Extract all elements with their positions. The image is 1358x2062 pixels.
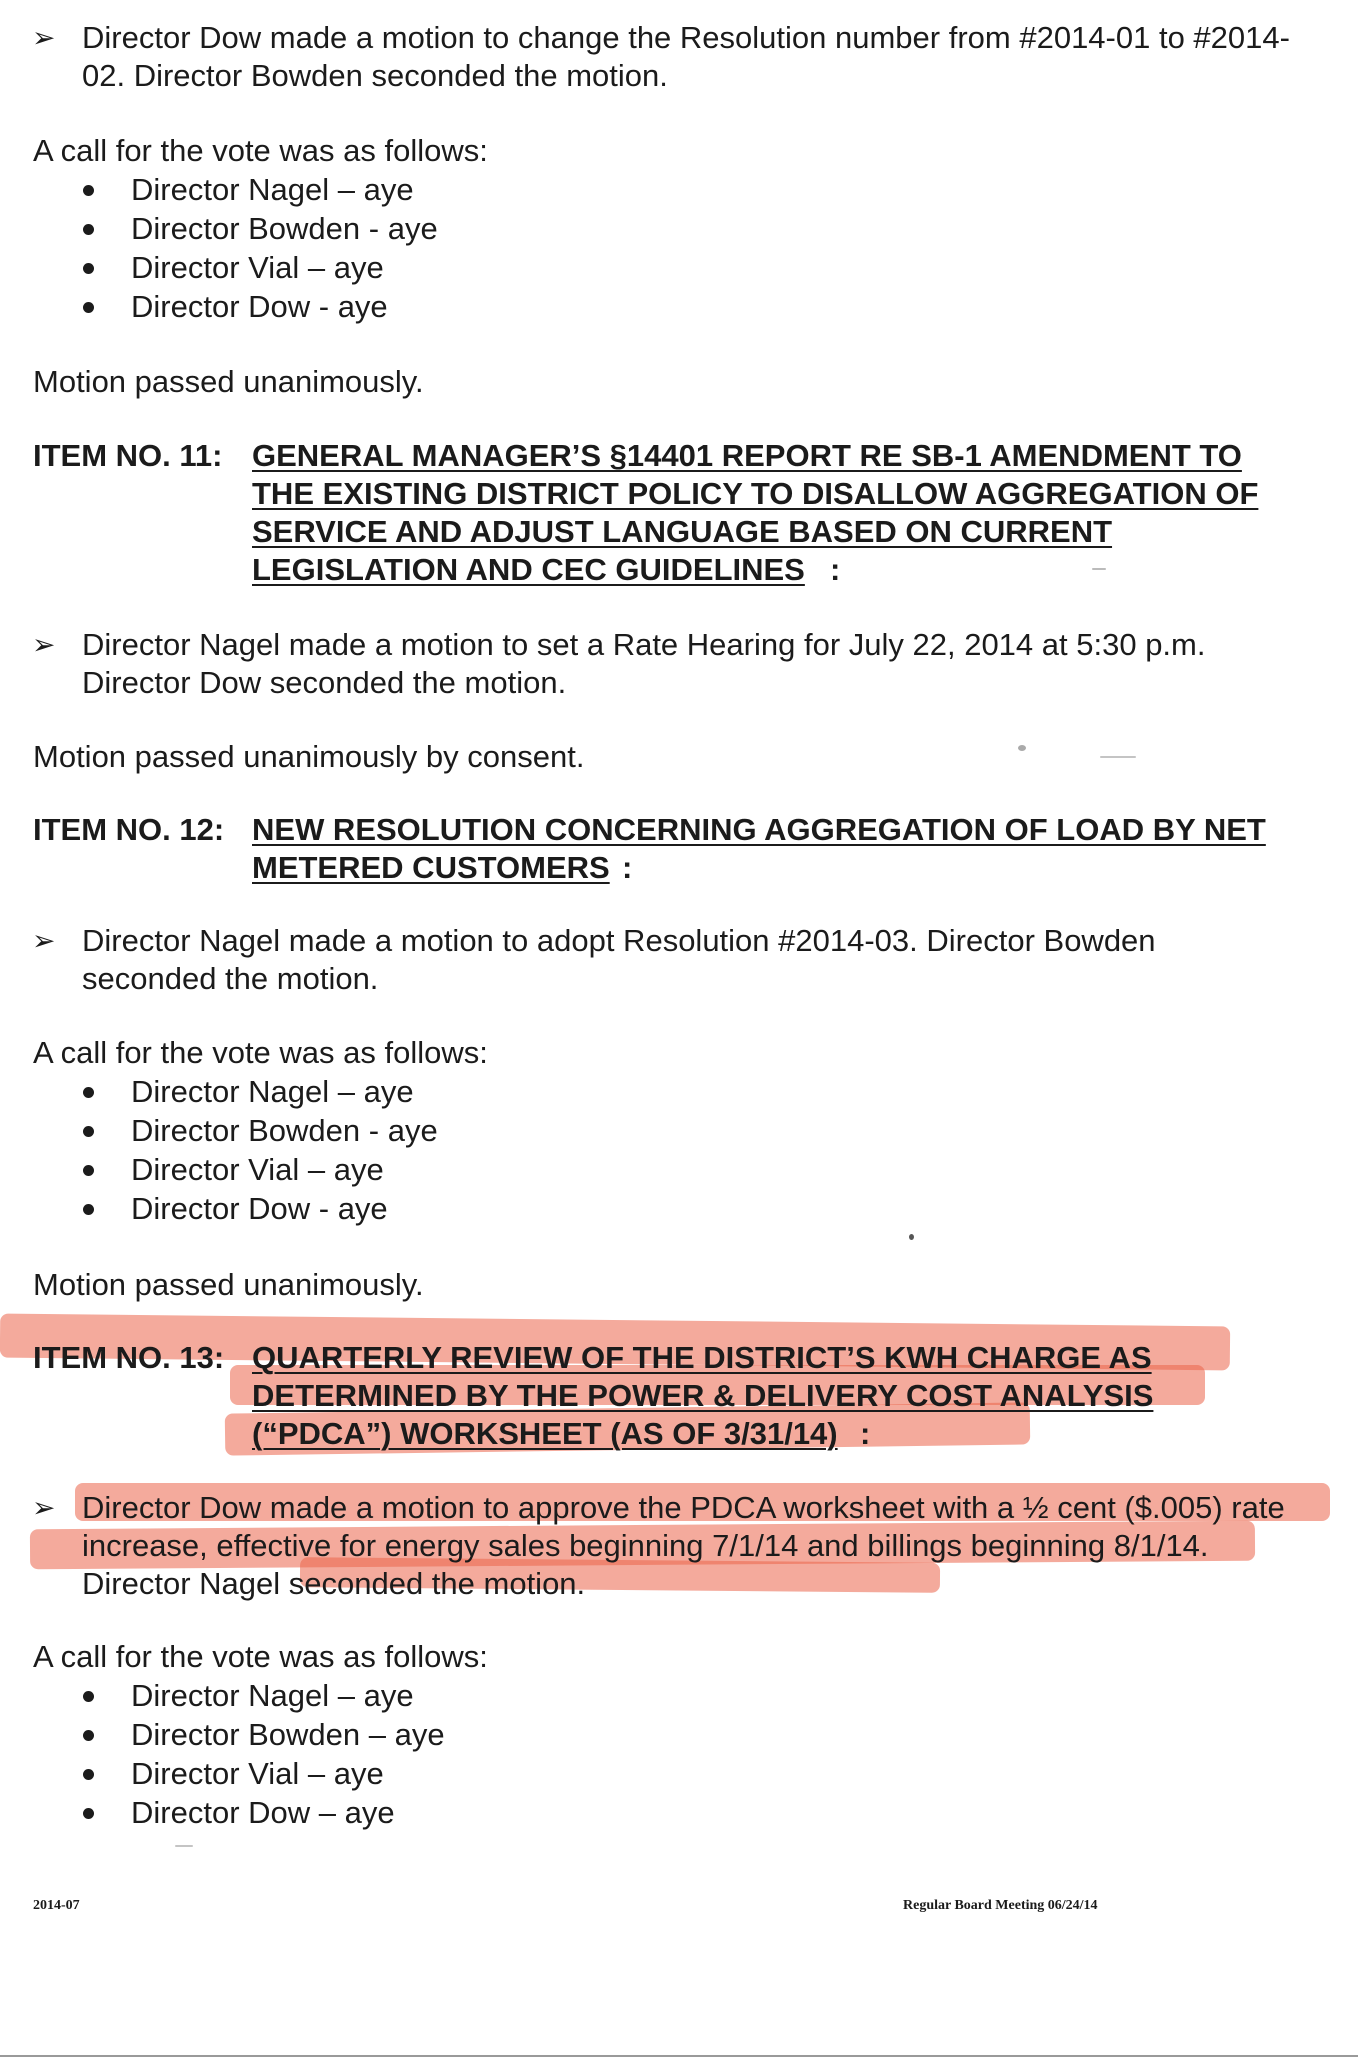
item-title: GENERAL MANAGER’S §14401 REPORT RE SB-1 AMENDMENT TO: [252, 438, 1242, 473]
bullet-dot-icon: [83, 302, 94, 313]
scan-speck: [1100, 756, 1136, 758]
vote-item: Director Nagel – aye: [131, 1678, 414, 1713]
vote-intro: A call for the vote was as follows:: [33, 1639, 488, 1674]
motion-text: Director Dow made a motion to approve the PDCA worksheet with a ½ cent ($.005) rate: [82, 1490, 1285, 1525]
scan-speck: [1092, 568, 1106, 570]
vote-intro: A call for the vote was as follows:: [33, 1035, 488, 1070]
scan-speck: [175, 1845, 193, 1847]
item-title: QUARTERLY REVIEW OF THE DISTRICT’S KWH CHARGE AS: [252, 1340, 1152, 1375]
footer-doc-number: 2014-07: [33, 1898, 80, 1913]
arrow-bullet-icon: ➢: [32, 629, 56, 660]
motion-text: 02. Director Bowden seconded the motion.: [82, 58, 668, 93]
bullet-dot-icon: [83, 1204, 94, 1215]
bullet-dot-icon: [83, 224, 94, 235]
vote-item: Director Bowden - aye: [131, 211, 438, 246]
motion-result: Motion passed unanimously by consent.: [33, 739, 585, 774]
arrow-bullet-icon: ➢: [32, 925, 56, 956]
title-colon: :: [860, 1416, 871, 1451]
vote-item: Director Dow - aye: [131, 1191, 388, 1226]
item-label: ITEM NO. 11:: [33, 438, 223, 473]
item-label: ITEM NO. 12:: [33, 812, 225, 847]
item-title: (“PDCA”) WORKSHEET (AS OF 3/31/14): [252, 1416, 838, 1451]
vote-item: Director Vial – aye: [131, 1756, 384, 1791]
motion-text: Director Nagel seconded the motion.: [82, 1566, 586, 1601]
title-colon: :: [830, 552, 841, 587]
item-title: METERED CUSTOMERS: [252, 850, 610, 885]
motion-result: Motion passed unanimously.: [33, 1267, 424, 1302]
motion-text: Director Nagel made a motion to adopt Resolution #2014-03. Director Bowden: [82, 923, 1156, 958]
motion-text: Director Dow seconded the motion.: [82, 665, 567, 700]
bullet-dot-icon: [83, 1087, 94, 1098]
vote-item: Director Dow - aye: [131, 289, 388, 324]
bullet-dot-icon: [83, 1769, 94, 1780]
scan-speck: [1018, 745, 1026, 751]
bullet-dot-icon: [83, 1165, 94, 1176]
footer-meeting-date: Regular Board Meeting 06/24/14: [903, 1898, 1098, 1913]
motion-text: Director Dow made a motion to change the Resolution number from #2014-01 to #2014-: [82, 20, 1290, 55]
item-title: LEGISLATION AND CEC GUIDELINES: [252, 552, 805, 587]
vote-intro: A call for the vote was as follows:: [33, 133, 488, 168]
arrow-bullet-icon: ➢: [32, 22, 56, 53]
item-title: NEW RESOLUTION CONCERNING AGGREGATION OF LOAD BY NET: [252, 812, 1266, 847]
motion-text: increase, effective for energy sales beginning 7/1/14 and billings beginning 8/1/14.: [82, 1528, 1209, 1563]
vote-item: Director Bowden – aye: [131, 1717, 445, 1752]
motion-text: seconded the motion.: [82, 961, 379, 996]
page-bottom-edge: [0, 2055, 1358, 2057]
vote-item: Director Dow – aye: [131, 1795, 395, 1830]
item-title: SERVICE AND ADJUST LANGUAGE BASED ON CURRENT: [252, 514, 1113, 549]
vote-item: Director Vial – aye: [131, 250, 384, 285]
motion-result: Motion passed unanimously.: [33, 364, 424, 399]
bullet-dot-icon: [83, 1126, 94, 1137]
bullet-dot-icon: [83, 1808, 94, 1819]
bullet-dot-icon: [83, 1730, 94, 1741]
vote-item: Director Nagel – aye: [131, 172, 414, 207]
arrow-bullet-icon: ➢: [32, 1492, 56, 1523]
scan-speck: [909, 1234, 914, 1240]
vote-item: Director Vial – aye: [131, 1152, 384, 1187]
vote-item: Director Nagel – aye: [131, 1074, 414, 1109]
bullet-dot-icon: [83, 185, 94, 196]
motion-text: Director Nagel made a motion to set a Rate Hearing for July 22, 2014 at 5:30 p.m.: [82, 627, 1206, 662]
item-title: DETERMINED BY THE POWER & DELIVERY COST ANALYSIS: [252, 1378, 1154, 1413]
item-label: ITEM NO. 13:: [33, 1340, 225, 1375]
bullet-dot-icon: [83, 1691, 94, 1702]
title-colon: :: [622, 850, 633, 885]
vote-item: Director Bowden - aye: [131, 1113, 438, 1148]
item-title: THE EXISTING DISTRICT POLICY TO DISALLOW AGGREGATION OF: [252, 476, 1259, 511]
bullet-dot-icon: [83, 263, 94, 274]
